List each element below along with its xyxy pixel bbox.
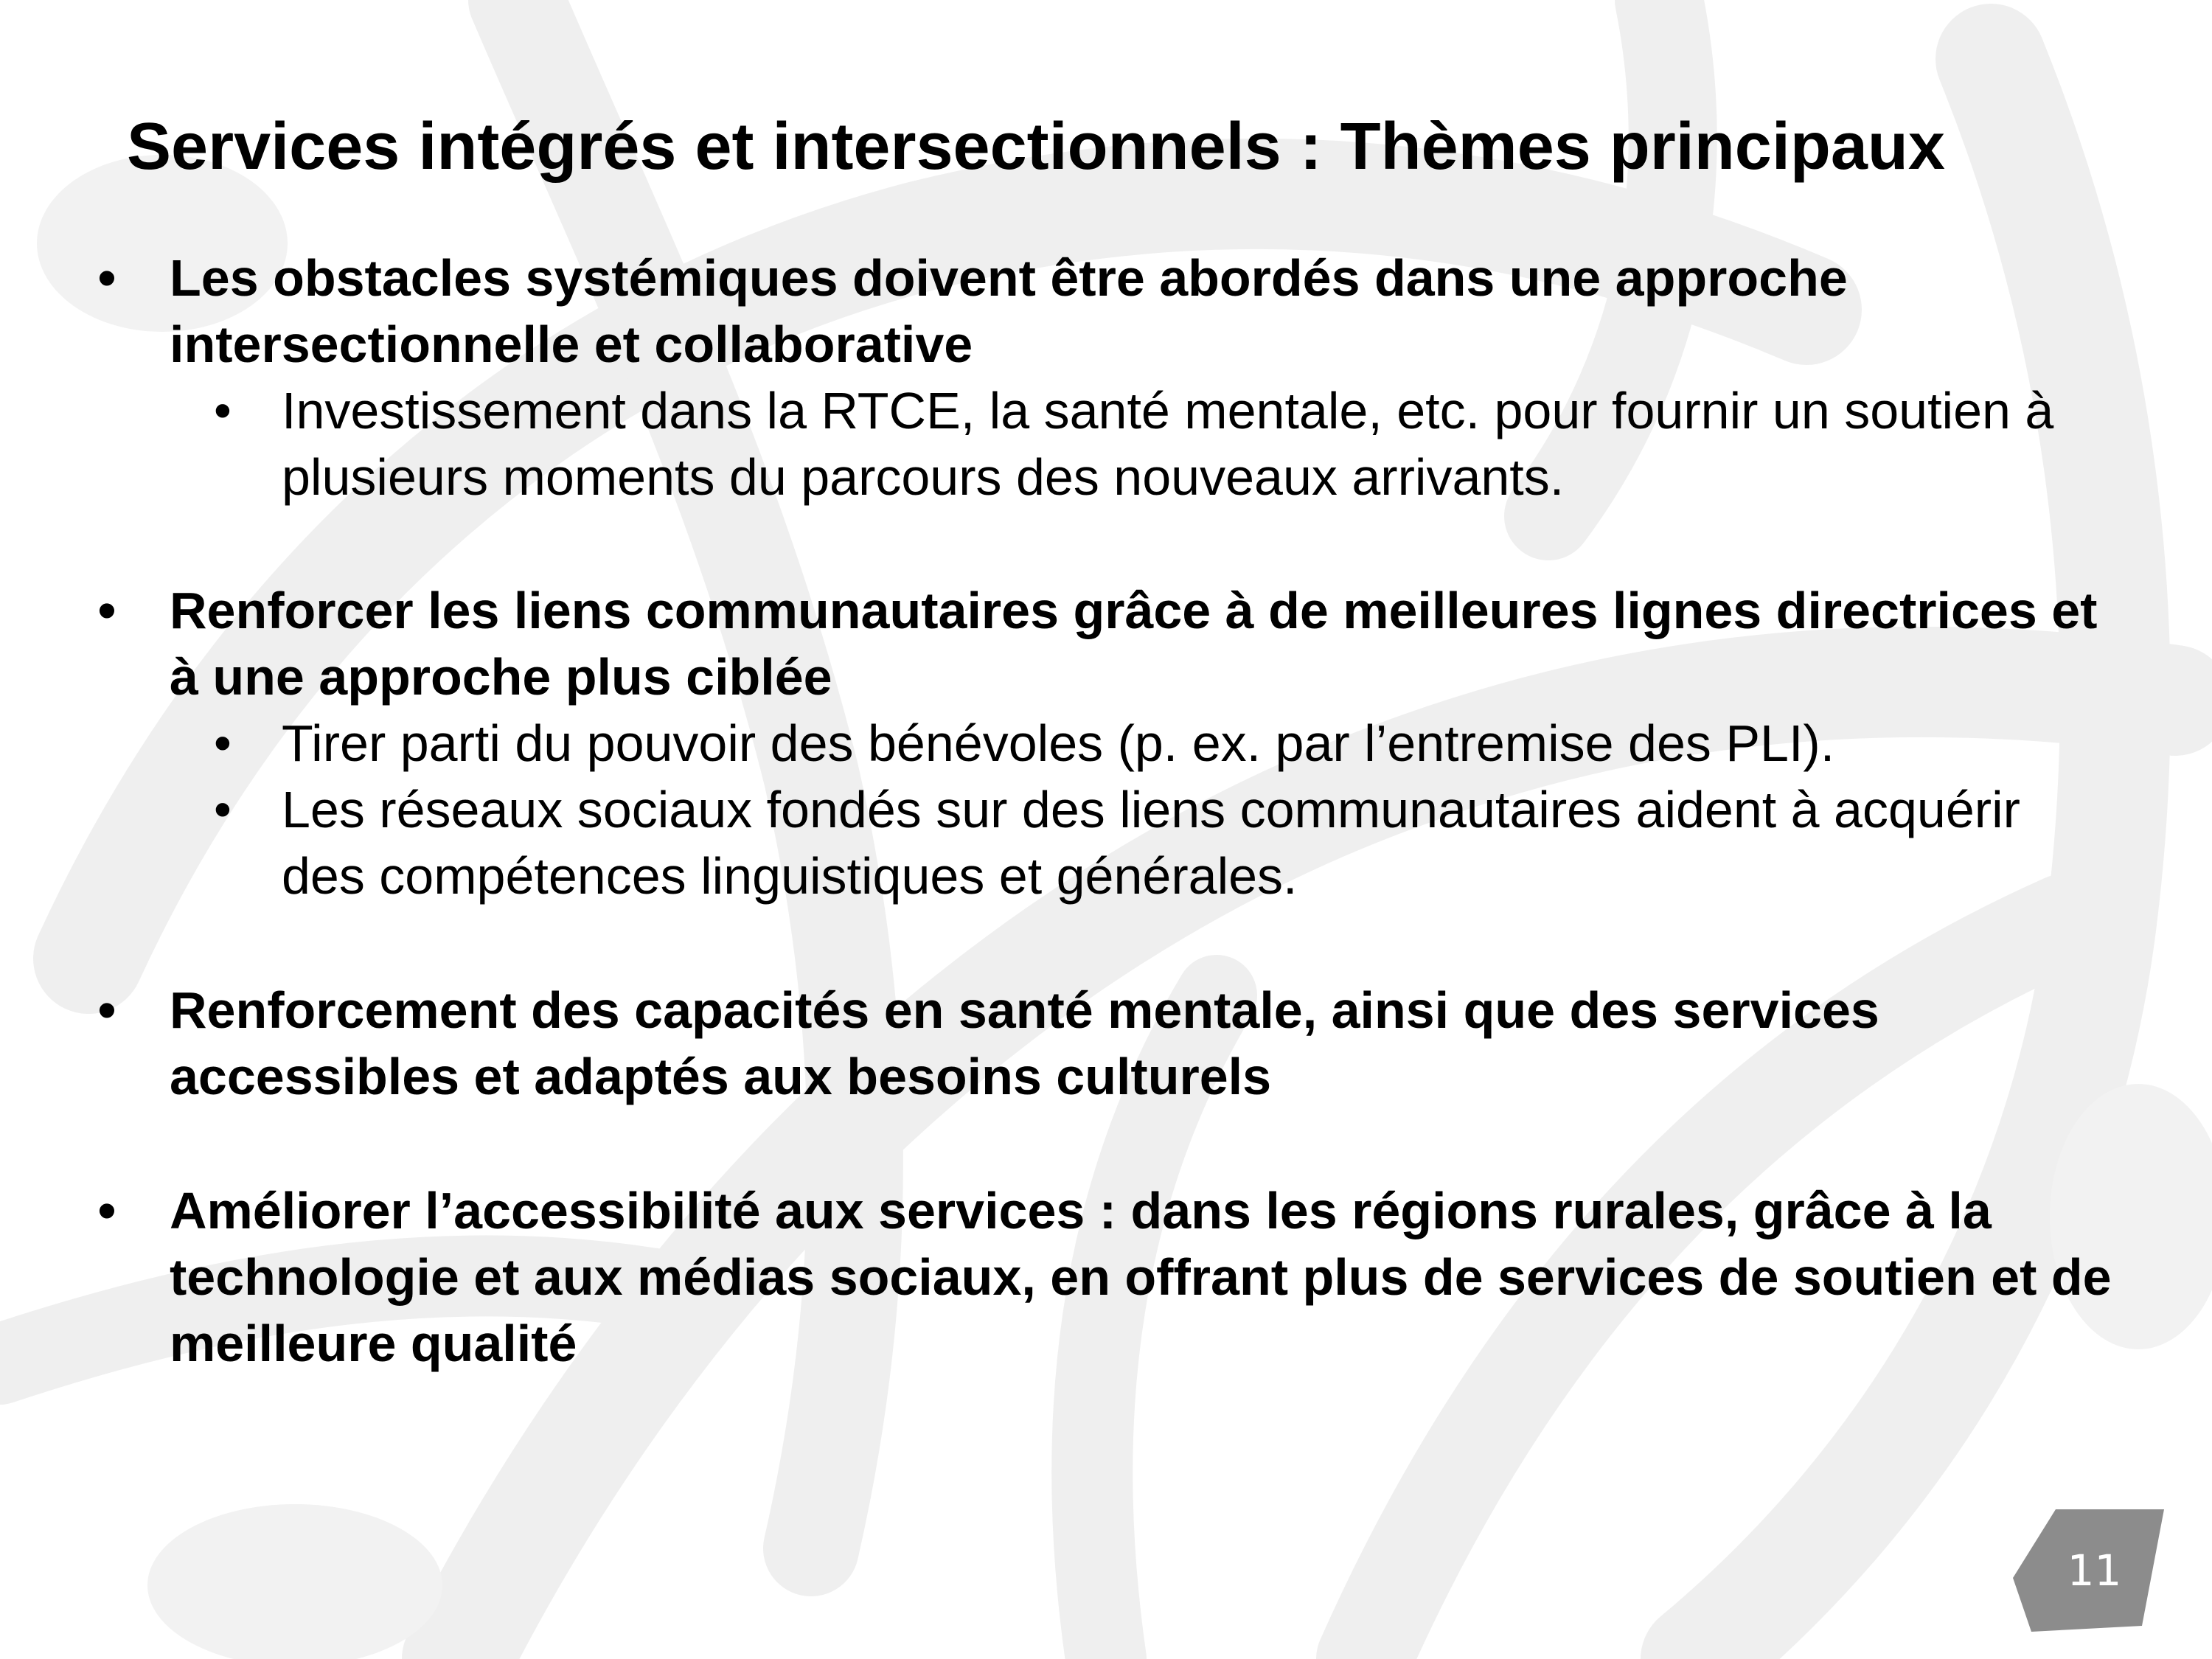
sub-bullet-item — [97, 378, 2118, 510]
bullet-item-4 — [97, 1178, 2118, 1377]
sub-bullet-marker: • — [214, 715, 232, 771]
slide-title: Services intégrés et intersectionnels : Thèmes principaux — [127, 110, 1945, 184]
bullet-text: Améliorer l’accessibilité aux services : dans les régions rurales, grâce à la technologie et aux médias sociaux, en offrant plus de services de soutien et de meilleure qualité — [170, 1182, 2112, 1372]
bullet-item-2 — [97, 577, 2118, 909]
bullet-marker: • — [97, 979, 116, 1040]
bullet-marker: • — [97, 1180, 116, 1241]
bullet-text: Renforcement des capacités en santé mentale, ainsi que des services accessibles et adaptés aux besoins culturels — [170, 981, 1879, 1105]
bullet-text: Les obstacles systémiques doivent être abordés dans une approche intersectionnelle et collaborative — [170, 249, 1848, 373]
page-number: 11 — [2067, 1545, 2122, 1596]
bullet-item-1 — [97, 245, 2118, 510]
bullet-text: Renforcer les liens communautaires grâce à de meilleures lignes directrices et à une approche plus ciblée — [170, 582, 2098, 706]
sub-bullet-text: Les réseaux sociaux fondés sur des liens communautaires aident à acquérir des compétences linguistiques et générales. — [282, 781, 2020, 905]
sub-bullet-item — [97, 776, 2118, 909]
sub-bullet-text: Investissement dans la RTCE, la santé mentale, etc. pour fournir un soutien à plusieurs moments du parcours des nouveaux arrivants. — [282, 382, 2054, 506]
bullet-marker: • — [97, 580, 116, 641]
sub-bullet-text: Tirer parti du pouvoir des bénévoles (p. ex. par l’entremise des PLI). — [282, 714, 1835, 772]
bullet-marker: • — [97, 247, 116, 308]
sub-bullet-item — [97, 710, 2118, 776]
sub-bullet-marker: • — [214, 383, 232, 439]
bullet-item-3 — [97, 977, 2118, 1110]
sub-bullet-marker: • — [214, 782, 232, 838]
